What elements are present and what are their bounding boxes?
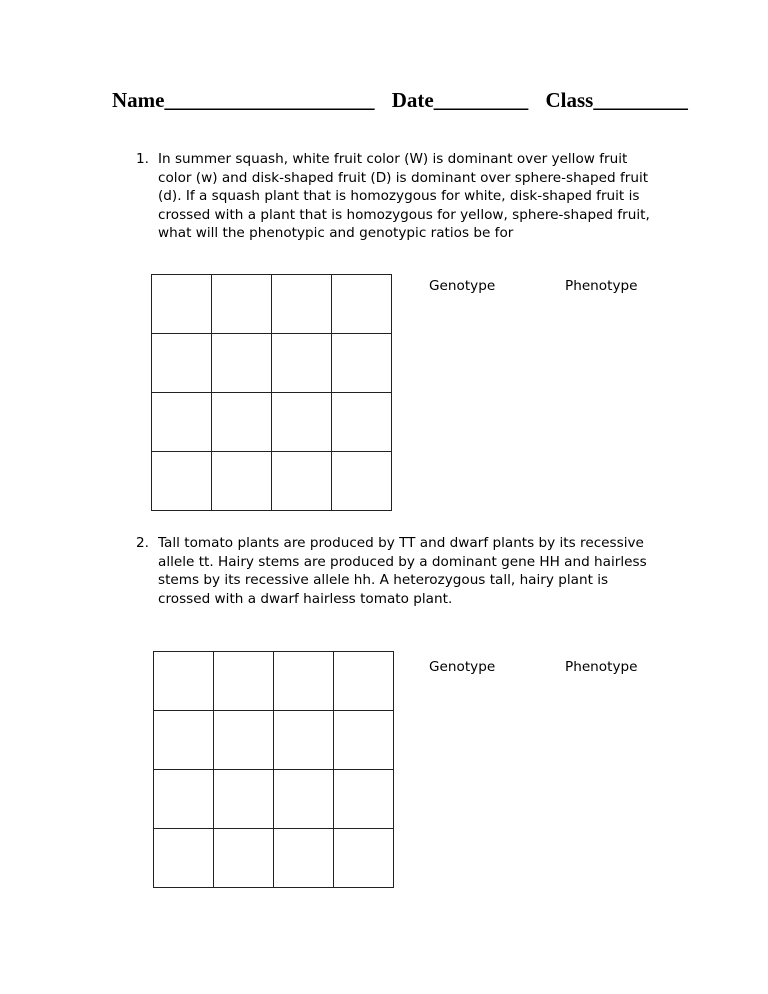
grid-cell[interactable]	[212, 452, 272, 511]
phenotype-label: Phenotype	[565, 659, 638, 675]
grid-row	[152, 452, 392, 511]
grid-cell[interactable]	[274, 829, 334, 888]
grid-cell[interactable]	[152, 452, 212, 511]
genotype-label: Genotype	[429, 278, 496, 294]
grid-row	[152, 275, 392, 334]
question-2	[136, 534, 656, 608]
punnett-square-1	[151, 274, 392, 511]
grid-cell[interactable]	[274, 770, 334, 829]
grid-cell[interactable]	[274, 711, 334, 770]
question-1	[136, 150, 656, 243]
grid-cell[interactable]	[154, 711, 214, 770]
grid-cell[interactable]	[152, 275, 212, 334]
grid-cell[interactable]	[154, 770, 214, 829]
grid-cell[interactable]	[272, 275, 332, 334]
question-number: 2.	[136, 535, 149, 551]
grid-cell[interactable]	[272, 334, 332, 393]
grid-row	[154, 770, 394, 829]
header	[112, 88, 700, 113]
grid-cell[interactable]	[154, 652, 214, 711]
grid-cell[interactable]	[274, 652, 334, 711]
grid-row	[152, 334, 392, 393]
grid-cell[interactable]	[212, 275, 272, 334]
phenotype-label: Phenotype	[565, 278, 638, 294]
grid-cell[interactable]	[334, 770, 394, 829]
grid-cell[interactable]	[272, 452, 332, 511]
grid-cell[interactable]	[152, 393, 212, 452]
class-field[interactable]: Class_________	[545, 88, 688, 112]
name-field[interactable]: Name____________________	[112, 88, 375, 112]
question-text: In summer squash, white fruit color (W) is dominant over yellow fruit color (w) and disk-shaped fruit (D) is dominant over sphere-shaped fruit (d). If a squash plant that is homozygous for white, disk-shaped fruit is crossed with a plant that is homozygous for yellow, sphere-shaped fruit, what will the phenotypic and genotypic ratios be for	[158, 151, 650, 241]
grid-row	[154, 829, 394, 888]
grid-cell[interactable]	[332, 334, 392, 393]
genotype-label: Genotype	[429, 659, 496, 675]
question-text: Tall tomato plants are produced by TT and dwarf plants by its recessive allele tt. Hairy stems are produced by a dominant gene HH and hairless stems by its recessive allele hh. A heterozygous tall, hairy plant is crossed with a dwarf hairless tomato plant.	[158, 535, 647, 607]
grid-cell[interactable]	[272, 393, 332, 452]
grid-cell[interactable]	[212, 334, 272, 393]
grid-row	[154, 652, 394, 711]
grid-row	[154, 711, 394, 770]
grid-cell[interactable]	[332, 275, 392, 334]
grid-cell[interactable]	[154, 829, 214, 888]
grid-cell[interactable]	[334, 829, 394, 888]
grid-cell[interactable]	[334, 711, 394, 770]
grid-cell[interactable]	[214, 829, 274, 888]
punnett-square-2	[153, 651, 394, 888]
question-number: 1.	[136, 151, 149, 167]
grid-cell[interactable]	[152, 334, 212, 393]
grid-cell[interactable]	[212, 393, 272, 452]
date-field[interactable]: Date_________	[391, 88, 529, 112]
grid-cell[interactable]	[214, 652, 274, 711]
grid-cell[interactable]	[334, 652, 394, 711]
grid-row	[152, 393, 392, 452]
grid-cell[interactable]	[332, 393, 392, 452]
grid-cell[interactable]	[332, 452, 392, 511]
grid-cell[interactable]	[214, 711, 274, 770]
grid-cell[interactable]	[214, 770, 274, 829]
